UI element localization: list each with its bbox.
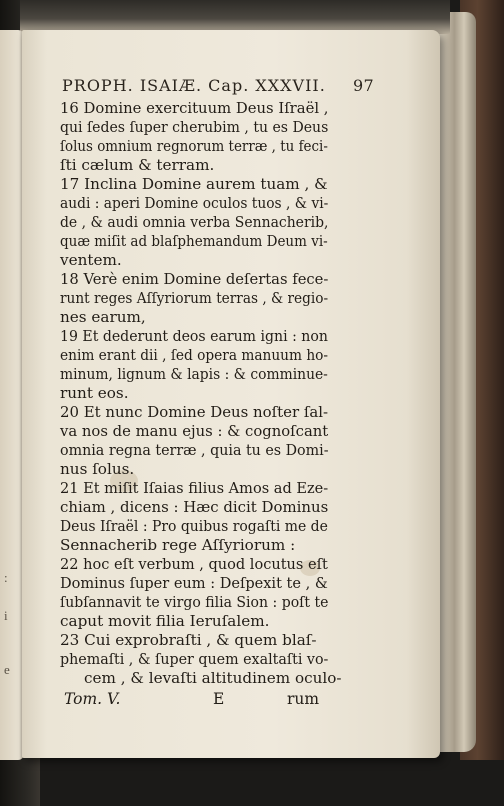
text-line: runt eos. — [60, 384, 129, 402]
signature-mark: E — [213, 690, 225, 708]
text-line: ventem. — [60, 251, 122, 269]
text-line: quæ miſit ad blaſphemandum Deum vi- — [60, 232, 328, 250]
text-line: ſti cælum & terram. — [60, 156, 215, 174]
text-line: 18 Verè enim Domine deſertas fece- — [60, 270, 329, 288]
volume-mark: Tom. V. — [64, 690, 121, 708]
text-line: enim erant dii , ſed opera manuum ho- — [60, 346, 329, 364]
text-line: qui ſedes ſuper cherubim , tu es Deus — [60, 118, 329, 136]
text-line: 23 Cui exprobraſti , & quem blaſ- — [60, 631, 317, 649]
text-line: nus ſolus. — [60, 460, 135, 478]
left-page-edge — [0, 30, 24, 760]
text-line: nes earum, — [60, 308, 146, 326]
text-line: runt reges Aſſyriorum terras , & regio- — [60, 289, 329, 307]
text-line: Dominus ſuper eum : Deſpexit te , & — [60, 574, 328, 592]
text-line: 22 hoc eſt verbum , quod locutus eſt — [60, 555, 328, 573]
text-line: Deus Iſraël : Pro quibus rogaſti me de — [60, 517, 328, 535]
text-line: ſolus omnium regnorum terræ , tu feci- — [60, 137, 328, 155]
text-line: 21 Et miſit Iſaias filius Amos ad Eze- — [60, 479, 329, 497]
text-line: Sennacherib rege Aſſyriorum : — [60, 536, 296, 554]
left-page-mark: e — [4, 662, 10, 677]
catchword: rum — [287, 690, 320, 708]
text-line: 20 Et nunc Domine Deus noſter ſal- — [60, 403, 329, 421]
text-line: audi : aperi Domine oculos tuos , & vi- — [60, 194, 329, 212]
text-line: 17 Inclina Domine aurem tuam , & — [60, 175, 328, 193]
text-line: minum, lignum & lapis : & comminue- — [60, 365, 328, 383]
top-page-edges — [20, 0, 450, 34]
text-line: phemaſti , & ſuper quem exaltaſti vo- — [60, 650, 329, 668]
text-line: 19 Et dederunt deos earum igni : non — [60, 327, 328, 345]
text-line: omnia regna terræ , quia tu es Domi- — [60, 441, 329, 459]
text-line: va nos de manu ejus : & cognoſcant — [60, 422, 329, 440]
left-page-mark: i — [4, 608, 8, 623]
text-line: ſubſannavit te virgo filia Sion : poſt te — [60, 593, 329, 611]
text-line: chiam , dicens : Hæc dicit Dominus — [60, 498, 329, 516]
text-line: caput movit filia Ieruſalem. — [60, 612, 270, 630]
running-title: PROPH. ISAIÆ. Cap. XXXVII. — [62, 76, 326, 95]
left-page-mark: : — [4, 570, 8, 585]
text-line: cem , & levaſti altitudinem oculo- — [84, 669, 342, 687]
page-header — [62, 76, 382, 98]
page-number: 97 — [353, 76, 374, 95]
text-line: 16 Domine exercituum Deus Iſraël , — [60, 99, 329, 117]
text-line: de , & audi omnia verba Sennacherib, — [60, 213, 329, 231]
